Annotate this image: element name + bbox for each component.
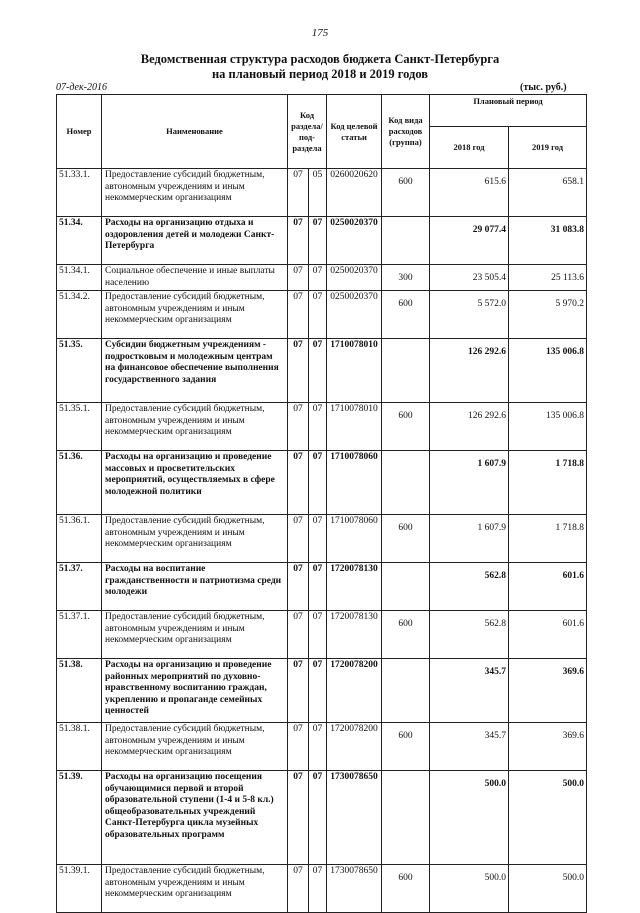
row-expense-type: 600 xyxy=(382,865,430,913)
row-name: Субсидии бюджетным учреждениям - подростковым и молодежным центрам на финансовое обеспечение выполнения государственного задания xyxy=(102,339,288,403)
row-amount-2019: 658.1 xyxy=(509,169,587,217)
row-expense-type xyxy=(382,451,430,515)
header-target: Код целевой статьи xyxy=(327,95,382,169)
table-row xyxy=(57,723,587,771)
row-number: 51.39. xyxy=(57,771,102,865)
row-target-code: 1730078650 xyxy=(327,865,382,913)
row-section: 07 xyxy=(288,563,309,611)
table-row xyxy=(57,169,587,217)
row-amount-2019: 31 083.8 xyxy=(509,217,587,265)
row-section: 07 xyxy=(288,865,309,913)
row-number: 51.35.1. xyxy=(57,403,102,451)
row-target-code: 1710078010 xyxy=(327,339,382,403)
row-subsection: 07 xyxy=(309,659,327,723)
table-row xyxy=(57,291,587,339)
row-expense-type xyxy=(382,563,430,611)
row-name: Расходы на организацию и проведение районных мероприятий по духовно-нравственному воспитанию граждан, укреплению и пропаганде семейных ценностей xyxy=(102,659,288,723)
table-row xyxy=(57,865,587,913)
row-amount-2018: 615.6 xyxy=(430,169,509,217)
row-section: 07 xyxy=(288,451,309,515)
row-subsection: 05 xyxy=(309,169,327,217)
row-section: 07 xyxy=(288,217,309,265)
row-subsection: 07 xyxy=(309,403,327,451)
row-name: Расходы на организацию отдыха и оздоровления детей и молодежи Санкт-Петербурга xyxy=(102,217,288,265)
row-amount-2018: 562.8 xyxy=(430,563,509,611)
units-label: (тыс. руб.) xyxy=(520,82,567,93)
row-subsection: 07 xyxy=(309,563,327,611)
row-section: 07 xyxy=(288,291,309,339)
row-amount-2019: 500.0 xyxy=(509,771,587,865)
row-subsection: 07 xyxy=(309,771,327,865)
row-section: 07 xyxy=(288,403,309,451)
page-number: 175 xyxy=(311,27,329,39)
document-date: 07-дек-2016 xyxy=(56,82,107,93)
table-row xyxy=(57,403,587,451)
row-name: Социальное обеспечение и иные выплаты населению xyxy=(102,265,288,291)
row-target-code: 1710078060 xyxy=(327,451,382,515)
row-name: Предоставление субсидий бюджетным, автономным учреждениям и иным некоммерческим организациям xyxy=(102,723,288,771)
row-expense-type: 600 xyxy=(382,515,430,563)
row-number: 51.38. xyxy=(57,659,102,723)
header-2019: 2019 год xyxy=(509,127,587,169)
row-amount-2018: 500.0 xyxy=(430,865,509,913)
row-amount-2019: 25 113.6 xyxy=(509,265,587,291)
row-number: 51.34.1. xyxy=(57,265,102,291)
row-amount-2019: 5 970.2 xyxy=(509,291,587,339)
row-name: Предоставление субсидий бюджетным, автономным учреждениям и иным некоммерческим организациям xyxy=(102,611,288,659)
row-number: 51.36.1. xyxy=(57,515,102,563)
row-target-code: 1720078130 xyxy=(327,611,382,659)
row-expense-type xyxy=(382,217,430,265)
row-amount-2018: 500.0 xyxy=(430,771,509,865)
table-row xyxy=(57,515,587,563)
header-section: Код раздела/ под- раздела xyxy=(288,95,327,169)
header-number: Номер xyxy=(57,95,102,169)
row-amount-2019: 135 006.8 xyxy=(509,339,587,403)
row-target-code: 0250020370 xyxy=(327,291,382,339)
row-name: Предоставление субсидий бюджетным, автономным учреждениям и иным некоммерческим организациям xyxy=(102,865,288,913)
table-row xyxy=(57,265,587,291)
row-name: Расходы на организацию и проведение массовых и просветительских мероприятий, осуществляемых в сфере молодежной политики xyxy=(102,451,288,515)
row-section: 07 xyxy=(288,339,309,403)
row-expense-type xyxy=(382,659,430,723)
row-name: Предоставление субсидий бюджетным, автономным учреждениям и иным некоммерческим организациям xyxy=(102,403,288,451)
table-row xyxy=(57,217,587,265)
row-subsection: 07 xyxy=(309,611,327,659)
row-subsection: 07 xyxy=(309,339,327,403)
row-amount-2018: 126 292.6 xyxy=(430,403,509,451)
row-number: 51.35. xyxy=(57,339,102,403)
header-planned-period: Плановый период xyxy=(430,95,587,127)
row-name: Предоставление субсидий бюджетным, автономным учреждениям и иным некоммерческим организациям xyxy=(102,291,288,339)
table-row xyxy=(57,771,587,865)
row-section: 07 xyxy=(288,515,309,563)
table-row xyxy=(57,611,587,659)
row-name: Предоставление субсидий бюджетным, автономным учреждениям и иным некоммерческим организациям xyxy=(102,515,288,563)
row-amount-2019: 1 718.8 xyxy=(509,515,587,563)
row-subsection: 07 xyxy=(309,723,327,771)
row-number: 51.33.1. xyxy=(57,169,102,217)
row-amount-2018: 126 292.6 xyxy=(430,339,509,403)
row-target-code: 1720078200 xyxy=(327,723,382,771)
row-name: Расходы на организацию посещения обучающимися первой и второй образовательной ступени (1-4 и 5-8 кл.) общеобразовательных учреждений Санкт-Петербурга цикла музейных образовательных программ xyxy=(102,771,288,865)
row-amount-2019: 500.0 xyxy=(509,865,587,913)
row-subsection: 07 xyxy=(309,265,327,291)
row-section: 07 xyxy=(288,169,309,217)
row-target-code: 1720078130 xyxy=(327,563,382,611)
row-number: 51.34. xyxy=(57,217,102,265)
row-amount-2018: 345.7 xyxy=(430,723,509,771)
row-subsection: 07 xyxy=(309,865,327,913)
table-row xyxy=(57,339,587,403)
row-section: 07 xyxy=(288,265,309,291)
row-amount-2018: 1 607.9 xyxy=(430,451,509,515)
row-number: 51.36. xyxy=(57,451,102,515)
row-amount-2019: 601.6 xyxy=(509,563,587,611)
row-subsection: 07 xyxy=(309,515,327,563)
row-section: 07 xyxy=(288,611,309,659)
title-line-2: на плановый период 2018 и 2019 годов xyxy=(211,67,429,81)
row-amount-2019: 1 718.8 xyxy=(509,451,587,515)
row-expense-type xyxy=(382,771,430,865)
budget-table xyxy=(56,94,587,913)
row-expense-type: 600 xyxy=(382,291,430,339)
row-number: 51.37.1. xyxy=(57,611,102,659)
row-subsection: 07 xyxy=(309,291,327,339)
row-name: Предоставление субсидий бюджетным, автономным учреждениям и иным некоммерческим организациям xyxy=(102,169,288,217)
document-title xyxy=(0,52,640,82)
row-amount-2018: 345.7 xyxy=(430,659,509,723)
row-section: 07 xyxy=(288,659,309,723)
row-expense-type: 300 xyxy=(382,265,430,291)
row-amount-2018: 29 077.4 xyxy=(430,217,509,265)
row-subsection: 07 xyxy=(309,217,327,265)
row-amount-2019: 135 006.8 xyxy=(509,403,587,451)
row-section: 07 xyxy=(288,723,309,771)
row-number: 51.34.2. xyxy=(57,291,102,339)
row-expense-type: 600 xyxy=(382,403,430,451)
row-target-code: 0260020620 xyxy=(327,169,382,217)
row-amount-2018: 1 607.9 xyxy=(430,515,509,563)
row-expense-type: 600 xyxy=(382,611,430,659)
row-number: 51.39.1. xyxy=(57,865,102,913)
row-target-code: 1720078200 xyxy=(327,659,382,723)
title-line-1: Ведомственная структура расходов бюджета Санкт-Петербурга xyxy=(140,52,500,66)
row-target-code: 1710078060 xyxy=(327,515,382,563)
row-amount-2019: 369.6 xyxy=(509,723,587,771)
header-name: Наименование xyxy=(102,95,288,169)
header-2018: 2018 год xyxy=(430,127,509,169)
table-row xyxy=(57,563,587,611)
table-row xyxy=(57,451,587,515)
row-name: Расходы на воспитание гражданственности и патриотизма среди молодежи xyxy=(102,563,288,611)
row-section: 07 xyxy=(288,771,309,865)
header-expense-type: Код вида расходов (группа) xyxy=(382,95,430,169)
table-row xyxy=(57,659,587,723)
row-target-code: 1710078010 xyxy=(327,403,382,451)
row-subsection: 07 xyxy=(309,451,327,515)
row-expense-type xyxy=(382,339,430,403)
row-expense-type: 600 xyxy=(382,169,430,217)
row-target-code: 1730078650 xyxy=(327,771,382,865)
row-number: 51.37. xyxy=(57,563,102,611)
row-number: 51.38.1. xyxy=(57,723,102,771)
row-amount-2018: 562.8 xyxy=(430,611,509,659)
row-amount-2019: 369.6 xyxy=(509,659,587,723)
row-amount-2019: 601.6 xyxy=(509,611,587,659)
row-target-code: 0250020370 xyxy=(327,217,382,265)
row-expense-type: 600 xyxy=(382,723,430,771)
row-amount-2018: 23 505.4 xyxy=(430,265,509,291)
table-body xyxy=(57,169,587,913)
row-target-code: 0250020370 xyxy=(327,265,382,291)
row-amount-2018: 5 572.0 xyxy=(430,291,509,339)
